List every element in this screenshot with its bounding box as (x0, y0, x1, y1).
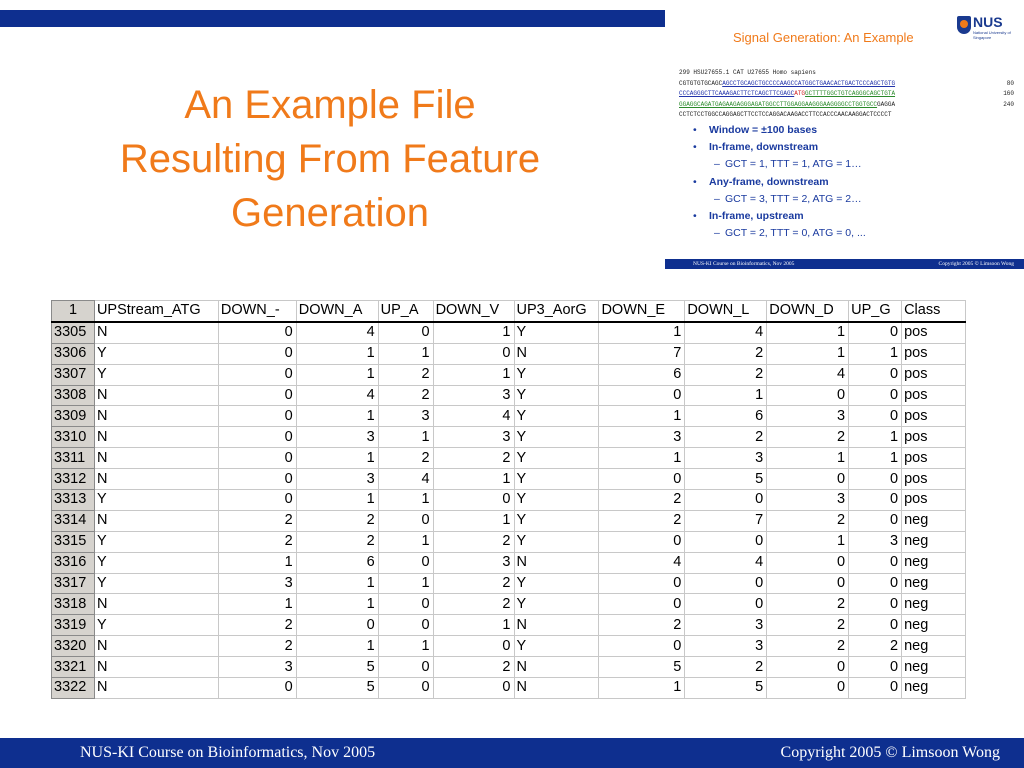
table-row (52, 510, 966, 531)
table-cell[interactable]: 2 (378, 448, 433, 469)
table-cell[interactable]: 1 (296, 636, 378, 657)
row-number-cell[interactable]: 3306 (52, 343, 95, 364)
table-cell[interactable]: 0 (599, 469, 685, 490)
table-cell[interactable]: 2 (378, 364, 433, 385)
table-cell[interactable]: 0 (378, 657, 433, 678)
table-cell[interactable]: 0 (378, 322, 433, 343)
table-cell[interactable]: neg (902, 510, 966, 531)
table-cell[interactable]: 1 (433, 615, 514, 636)
slide-title (60, 78, 600, 240)
table-cell[interactable]: 1 (767, 322, 849, 343)
table-cell[interactable]: Y (94, 552, 218, 573)
table-cell[interactable]: N (94, 448, 218, 469)
table-row (52, 406, 966, 427)
crest-icon (957, 16, 971, 34)
table-cell[interactable]: 6 (296, 552, 378, 573)
column-header-down-e[interactable]: DOWN_E (599, 301, 685, 322)
table-cell[interactable]: 0 (849, 657, 902, 678)
table-cell[interactable]: Y (514, 469, 599, 490)
row-number-cell[interactable]: 1 (52, 301, 95, 322)
table-cell[interactable]: 2 (296, 510, 378, 531)
table-cell[interactable]: 1 (849, 343, 902, 364)
table-cell[interactable]: 0 (296, 615, 378, 636)
row-number-cell[interactable]: 3309 (52, 406, 95, 427)
seq-text: CGTGTGTGCAGC (679, 79, 723, 87)
inset-title: Signal Generation: An Example (733, 30, 914, 45)
table-cell[interactable]: pos (902, 322, 966, 343)
table-cell[interactable]: 0 (378, 615, 433, 636)
table-cell[interactable]: 1 (433, 510, 514, 531)
table-cell[interactable]: pos (902, 469, 966, 490)
column-header-down-l[interactable]: DOWN_L (685, 301, 767, 322)
table-cell[interactable]: 0 (218, 469, 296, 490)
sequence-line (679, 89, 1014, 100)
table-cell[interactable]: 2 (767, 427, 849, 448)
table-cell[interactable]: 1 (685, 385, 767, 406)
table-cell[interactable]: N (514, 552, 599, 573)
sub-bullet-item: – GCT = 2, TTT = 0, ATG = 0, ... (687, 225, 866, 242)
table-cell[interactable]: 4 (767, 364, 849, 385)
table-cell[interactable]: 4 (296, 385, 378, 406)
column-header-down-a[interactable]: DOWN_A (296, 301, 378, 322)
table-cell[interactable]: 1 (378, 427, 433, 448)
table-cell[interactable]: 0 (218, 448, 296, 469)
table-cell[interactable]: 0 (218, 490, 296, 511)
table-cell[interactable]: neg (902, 636, 966, 657)
table-cell[interactable]: 3 (296, 469, 378, 490)
table-row (52, 594, 966, 615)
column-header-class[interactable]: Class (902, 301, 966, 322)
table-cell[interactable]: 0 (685, 594, 767, 615)
table-cell[interactable]: 4 (296, 322, 378, 343)
sequence-block (679, 68, 1014, 121)
table-cell[interactable]: 2 (685, 364, 767, 385)
table-cell[interactable]: 3 (685, 636, 767, 657)
footer-course: NUS-KI Course on Bioinformatics, Nov 2005 (80, 744, 376, 761)
table-cell[interactable]: 3 (685, 448, 767, 469)
row-number-cell[interactable]: 3315 (52, 531, 95, 552)
table-cell[interactable]: neg (902, 678, 966, 699)
table-row (52, 427, 966, 448)
table-cell[interactable]: 6 (599, 364, 685, 385)
table-cell[interactable]: neg (902, 657, 966, 678)
row-number-cell[interactable]: 3312 (52, 469, 95, 490)
table-cell[interactable]: 0 (767, 552, 849, 573)
table-cell[interactable]: 0 (218, 678, 296, 699)
table-cell[interactable]: 2 (218, 615, 296, 636)
row-number-cell[interactable]: 3316 (52, 552, 95, 573)
table-cell[interactable]: Y (94, 343, 218, 364)
table-cell[interactable]: Y (514, 448, 599, 469)
table-cell[interactable]: 0 (599, 385, 685, 406)
row-number-cell[interactable]: 3322 (52, 678, 95, 699)
table-cell[interactable]: neg (902, 573, 966, 594)
table-cell[interactable]: 3 (599, 427, 685, 448)
table-cell[interactable]: N (514, 615, 599, 636)
table-cell[interactable]: 3 (767, 490, 849, 511)
table-cell[interactable]: 0 (599, 636, 685, 657)
table-cell[interactable]: Y (514, 427, 599, 448)
table-cell[interactable]: 1 (767, 531, 849, 552)
table-row (52, 657, 966, 678)
table-cell[interactable]: 2 (685, 427, 767, 448)
table-cell[interactable]: 1 (296, 343, 378, 364)
row-number-cell[interactable]: 3307 (52, 364, 95, 385)
row-number-cell[interactable]: 3318 (52, 594, 95, 615)
column-header-up-a[interactable]: UP_A (378, 301, 433, 322)
table-cell[interactable]: 0 (378, 678, 433, 699)
table-cell[interactable]: 0 (849, 678, 902, 699)
bullet-item: • In-frame, downstream (687, 139, 866, 156)
row-number-cell[interactable]: 3321 (52, 657, 95, 678)
logo-subtext: National University of Singapore (973, 30, 1011, 40)
table-cell[interactable]: Y (94, 531, 218, 552)
row-number-cell[interactable]: 3317 (52, 573, 95, 594)
table-cell[interactable]: 1 (378, 343, 433, 364)
table-row (52, 469, 966, 490)
table-cell[interactable]: Y (94, 364, 218, 385)
table-cell[interactable]: 2 (433, 448, 514, 469)
table-cell[interactable]: N (94, 510, 218, 531)
footer-copyright: Copyright 2005 © Limsoon Wong (780, 744, 1000, 761)
title-line-1: An Example File (184, 83, 476, 127)
footer-bar (0, 738, 1024, 768)
table-row (52, 552, 966, 573)
table-cell[interactable]: Y (514, 385, 599, 406)
table-cell[interactable]: N (94, 636, 218, 657)
table-cell[interactable]: 2 (599, 510, 685, 531)
seq-number: 240 (1003, 100, 1014, 108)
table-cell[interactable]: 0 (849, 385, 902, 406)
inset-footer-right: Copyright 2005 © Limsoon Wong (938, 261, 1014, 267)
table-cell[interactable]: 0 (433, 490, 514, 511)
table-cell[interactable]: 2 (296, 531, 378, 552)
table-cell[interactable]: 1 (296, 594, 378, 615)
table-cell[interactable]: 0 (433, 636, 514, 657)
sequence-header-text: 299 HSU27655.1 CAT U27655 Homo sapiens (679, 69, 816, 76)
table-cell[interactable]: 2 (378, 385, 433, 406)
seq-text: AGCCTGCAGCTGCCCCAAGCCATGGCTGAACACTGACTCCCAGCTGTG (722, 79, 896, 87)
seq-text: CCTCTCCTGGCCAGGAGCTTCCTCCAGGACAAGACCTTCCACCCAACAAGGACTCCCCT (679, 111, 892, 118)
table-cell[interactable]: Y (514, 573, 599, 594)
table-cell[interactable]: 1 (599, 678, 685, 699)
table-cell[interactable]: 0 (685, 490, 767, 511)
table-cell[interactable]: 6 (685, 406, 767, 427)
table-cell[interactable]: pos (902, 364, 966, 385)
table-cell[interactable]: 1 (433, 322, 514, 343)
table-cell[interactable]: 1 (378, 573, 433, 594)
table-cell[interactable]: 2 (767, 615, 849, 636)
table-cell[interactable]: 2 (433, 531, 514, 552)
table-cell[interactable]: 3 (218, 657, 296, 678)
table-cell[interactable]: 0 (849, 490, 902, 511)
table-cell[interactable]: 0 (849, 469, 902, 490)
table-cell[interactable]: 1 (296, 364, 378, 385)
table-cell[interactable]: Y (94, 490, 218, 511)
row-number-cell[interactable]: 3320 (52, 636, 95, 657)
table-cell[interactable]: 1 (767, 448, 849, 469)
table-cell[interactable]: 0 (849, 364, 902, 385)
table-cell[interactable]: 0 (849, 510, 902, 531)
table-cell[interactable]: 0 (218, 322, 296, 343)
table-cell[interactable]: Y (514, 636, 599, 657)
table-row (52, 364, 966, 385)
table-cell[interactable]: 0 (849, 573, 902, 594)
seq-text: GCTTTTGGCTGTCAGGGCAGCTGTA (805, 90, 896, 97)
table-cell[interactable]: N (94, 657, 218, 678)
table-cell[interactable]: 0 (849, 552, 902, 573)
table-cell[interactable]: 0 (849, 594, 902, 615)
row-number-cell[interactable]: 3313 (52, 490, 95, 511)
table-cell[interactable]: 2 (685, 343, 767, 364)
table-cell[interactable]: 2 (849, 636, 902, 657)
table-cell[interactable]: pos (902, 343, 966, 364)
inset-footer (665, 259, 1024, 269)
table-cell[interactable]: 1 (433, 469, 514, 490)
table-cell[interactable]: 0 (378, 510, 433, 531)
table-cell[interactable]: 1 (599, 448, 685, 469)
bullet-item: • In-frame, upstream (687, 208, 866, 225)
table-cell[interactable]: neg (902, 594, 966, 615)
table-row (52, 531, 966, 552)
table-cell[interactable]: Y (514, 490, 599, 511)
table-cell[interactable]: 3 (218, 573, 296, 594)
table-cell[interactable]: Y (94, 615, 218, 636)
table-cell[interactable]: 3 (433, 552, 514, 573)
table-cell[interactable]: 0 (767, 385, 849, 406)
table-cell[interactable]: 0 (218, 343, 296, 364)
table-cell[interactable]: Y (514, 531, 599, 552)
table-cell[interactable]: 0 (218, 406, 296, 427)
table-cell[interactable]: 0 (218, 385, 296, 406)
column-header-upstream-atg[interactable]: UPStream_ATG (94, 301, 218, 322)
table-cell[interactable]: N (514, 678, 599, 699)
table-cell[interactable]: N (94, 427, 218, 448)
sequence-line (679, 79, 1014, 90)
title-line-2: Resulting From Feature (119, 137, 541, 181)
table-row (52, 678, 966, 699)
column-header-down-dash[interactable]: DOWN_- (218, 301, 296, 322)
inset-slide (665, 10, 1024, 269)
table-row (52, 322, 966, 343)
table-cell[interactable]: 2 (433, 573, 514, 594)
table-cell[interactable]: 0 (433, 678, 514, 699)
table-cell[interactable]: 4 (433, 406, 514, 427)
table-cell[interactable]: 0 (849, 615, 902, 636)
table-cell[interactable]: 0 (599, 573, 685, 594)
sequence-header (679, 68, 1014, 79)
table-cell[interactable]: 2 (767, 594, 849, 615)
row-number-cell[interactable]: 3314 (52, 510, 95, 531)
table-cell[interactable]: 1 (599, 406, 685, 427)
table-cell[interactable]: 0 (849, 406, 902, 427)
table-cell[interactable]: pos (902, 385, 966, 406)
table-cell[interactable]: 2 (767, 510, 849, 531)
table-cell[interactable]: 0 (767, 469, 849, 490)
table-cell[interactable]: pos (902, 490, 966, 511)
table-cell[interactable]: N (94, 385, 218, 406)
table-cell[interactable]: 1 (433, 364, 514, 385)
table-cell[interactable]: neg (902, 615, 966, 636)
inset-bullet-list (687, 122, 866, 242)
table-cell[interactable]: 3 (849, 531, 902, 552)
table-cell[interactable]: 2 (433, 594, 514, 615)
table-cell[interactable]: 1 (378, 531, 433, 552)
table-cell[interactable]: 0 (849, 322, 902, 343)
sequence-line (679, 110, 1014, 121)
bullet-item: • Any-frame, downstream (687, 174, 866, 191)
table-cell[interactable]: 5 (296, 678, 378, 699)
table-cell[interactable]: 1 (296, 406, 378, 427)
spreadsheet (51, 300, 966, 696)
sub-bullet-item: – GCT = 3, TTT = 2, ATG = 2… (687, 191, 866, 208)
table-cell[interactable]: 2 (433, 657, 514, 678)
table-cell[interactable]: 1 (849, 448, 902, 469)
table-cell[interactable]: Y (514, 406, 599, 427)
sub-bullet-item: – GCT = 1, TTT = 1, ATG = 1… (687, 156, 866, 173)
table-cell[interactable]: 7 (599, 343, 685, 364)
table-cell[interactable]: 7 (685, 510, 767, 531)
seq-number: 80 (1006, 79, 1014, 87)
logo-text: NUS (973, 14, 1003, 30)
table-cell[interactable]: 1 (378, 490, 433, 511)
table-cell[interactable]: N (94, 322, 218, 343)
table-cell[interactable]: N (514, 657, 599, 678)
bullet-item: • Window = ±100 bases (687, 122, 866, 139)
table-cell[interactable]: 2 (685, 657, 767, 678)
table-cell[interactable]: 0 (767, 657, 849, 678)
row-number-cell[interactable]: 3308 (52, 385, 95, 406)
table-cell[interactable]: N (514, 343, 599, 364)
table-cell[interactable]: 3 (433, 385, 514, 406)
table-cell[interactable]: 1 (296, 448, 378, 469)
table-row (52, 385, 966, 406)
top-banner (0, 10, 665, 27)
table-cell[interactable]: Y (514, 364, 599, 385)
sequence-line (679, 100, 1014, 111)
table-cell[interactable]: 1 (849, 427, 902, 448)
table-cell[interactable]: 2 (218, 636, 296, 657)
table-cell[interactable]: 4 (599, 552, 685, 573)
table-cell[interactable]: 4 (685, 552, 767, 573)
table-cell[interactable]: N (94, 469, 218, 490)
header-row (52, 301, 966, 322)
table-cell[interactable]: 4 (685, 322, 767, 343)
column-header-down-d[interactable]: DOWN_D (767, 301, 849, 322)
nus-logo (957, 14, 1019, 42)
table-cell[interactable]: 0 (685, 531, 767, 552)
table-cell[interactable]: Y (94, 573, 218, 594)
row-number-cell[interactable]: 3311 (52, 448, 95, 469)
table-cell[interactable]: 5 (685, 678, 767, 699)
table-cell[interactable]: 1 (767, 343, 849, 364)
table-cell[interactable]: 1 (296, 573, 378, 594)
table-cell[interactable]: N (94, 406, 218, 427)
table-cell[interactable]: 2 (767, 636, 849, 657)
table-cell[interactable]: 0 (767, 573, 849, 594)
seq-text: GGAGGCAGATGAGAAGAGGGAGATGGCCTTGGAGGAAGGGAAGGGGCCTGGTGCC (679, 100, 878, 108)
table-cell[interactable]: pos (902, 427, 966, 448)
table-row (52, 636, 966, 657)
table-cell[interactable]: 0 (378, 594, 433, 615)
table-cell[interactable]: 1 (218, 552, 296, 573)
row-number-cell[interactable]: 3305 (52, 322, 95, 343)
table-cell[interactable]: pos (902, 406, 966, 427)
table-cell[interactable]: 1 (378, 636, 433, 657)
table-cell[interactable]: 0 (218, 427, 296, 448)
column-header-down-v[interactable]: DOWN_V (433, 301, 514, 322)
table-cell[interactable]: 3 (767, 406, 849, 427)
table-cell[interactable]: 5 (685, 469, 767, 490)
table-cell[interactable]: 3 (685, 615, 767, 636)
column-header-up3-aorg[interactable]: UP3_AorG (514, 301, 599, 322)
seq-text: GAGGA (877, 100, 896, 108)
table-cell[interactable]: 0 (433, 343, 514, 364)
table-cell[interactable]: 2 (218, 510, 296, 531)
table-cell[interactable]: pos (902, 448, 966, 469)
seq-text: CCCAGGGCTTCAAAGACTTCTCAGCTTCGAGC (679, 90, 795, 97)
column-header-up-g[interactable]: UP_G (849, 301, 902, 322)
table-cell[interactable]: 1 (599, 322, 685, 343)
table-row (52, 490, 966, 511)
table-cell[interactable]: Y (514, 594, 599, 615)
inset-footer-left: NUS-KI Course on Bioinformatics, Nov 2005 (693, 261, 795, 267)
table-cell[interactable]: 1 (218, 594, 296, 615)
table-cell[interactable]: 1 (296, 490, 378, 511)
table-cell[interactable]: 2 (599, 615, 685, 636)
title-line-3: Generation (231, 191, 429, 235)
table-cell[interactable]: 0 (767, 678, 849, 699)
row-number-cell[interactable]: 3319 (52, 615, 95, 636)
table-cell[interactable]: 3 (378, 406, 433, 427)
table-row (52, 448, 966, 469)
table-cell[interactable]: 3 (433, 427, 514, 448)
table-cell[interactable]: 4 (378, 469, 433, 490)
table-cell[interactable]: 0 (599, 594, 685, 615)
table-cell[interactable]: Y (514, 510, 599, 531)
table-cell[interactable]: N (94, 678, 218, 699)
table-row (52, 573, 966, 594)
table-cell[interactable]: 0 (599, 531, 685, 552)
table-cell[interactable]: 0 (685, 573, 767, 594)
seq-number: 160 (1003, 90, 1014, 97)
table-row (52, 343, 966, 364)
table-cell[interactable]: 0 (218, 364, 296, 385)
table-cell[interactable]: neg (902, 552, 966, 573)
row-number-cell[interactable]: 3310 (52, 427, 95, 448)
table-cell[interactable]: neg (902, 531, 966, 552)
table-cell[interactable]: 0 (378, 552, 433, 573)
table-cell[interactable]: 5 (599, 657, 685, 678)
table-row (52, 615, 966, 636)
table-cell[interactable]: 3 (296, 427, 378, 448)
seq-codon-atg: ATG (794, 90, 806, 97)
table-cell[interactable]: 5 (296, 657, 378, 678)
feature-table (51, 300, 966, 699)
table-cell[interactable]: 2 (599, 490, 685, 511)
table-cell[interactable]: N (94, 594, 218, 615)
table-cell[interactable]: 2 (218, 531, 296, 552)
table-cell[interactable]: Y (514, 322, 599, 343)
